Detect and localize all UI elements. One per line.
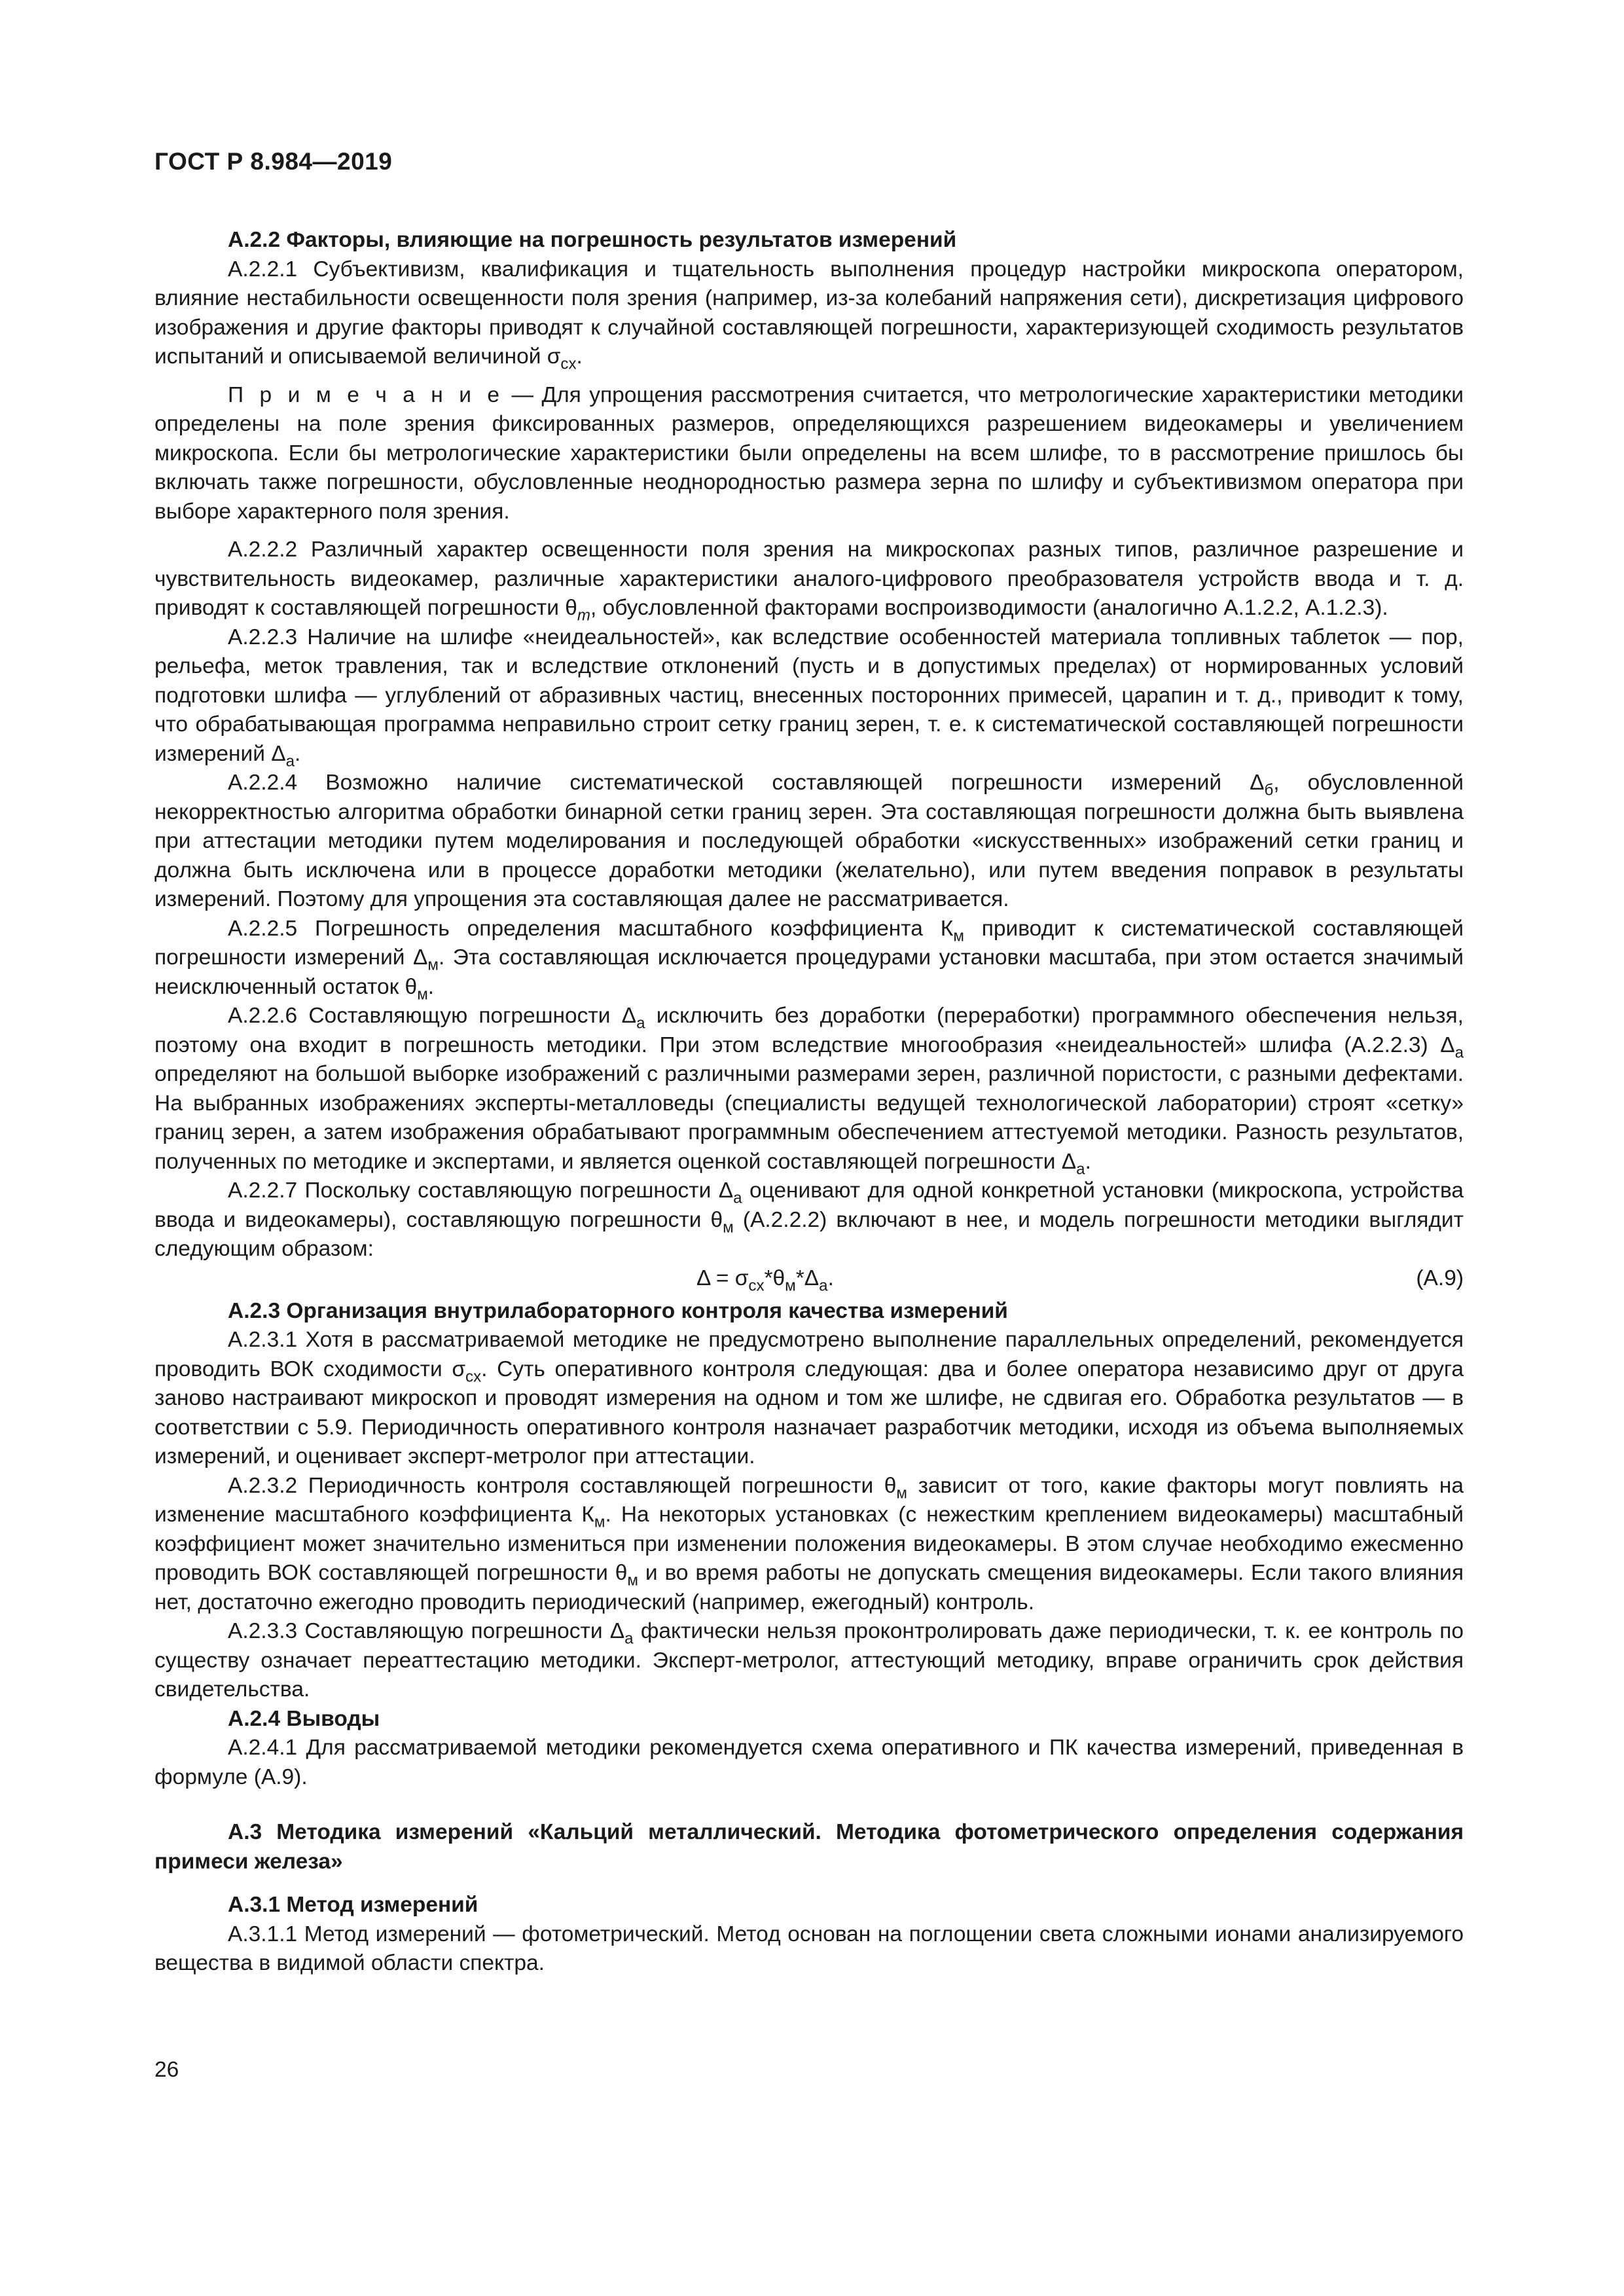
page-number: 26 xyxy=(154,2058,179,2082)
paragraph-a2224: А.2.2.4 Возможно наличие систематической составляющей погрешности измерений $\Delta_б$, обусловленной некорректностью алгоритма обработки бинарной сетки границ зерен. Эта составляющая погрешности должна быть выявлена при аттестации методики путем моделирования и последующей обработки «искусственных» изображений сетки границ и должна быть исключена или в процессе доработки методики (желательно), или путем введения поправок в результаты измерений. Поэтому для упрощения эта составляющая далее не рассматривается. xyxy=(154,771,1464,911)
document-body xyxy=(154,226,1464,1978)
paragraph-a2227: А.2.2.7 Поскольку составляющую погрешности $\Delta_а$ оценивают для одной конкретной установки (микроскопа, устройства ввода и видеокамеры), составляющую погрешности $\theta_м$ (А.2.2.2) включают в нее, и модель погрешности методики выглядит следующим образом: xyxy=(154,1178,1464,1261)
note-paragraph: П р и м е ч а н и е — Для упрощения рассмотрения считается, что метрологические характеристики методики определены на поле зрения фиксированных размеров, определяющихся разрешением видеокамеры и увеличением микроскопа. Если бы метрологические характеристики были определены на всем шлифе, то в рассмотрение пришлось бы включать также погрешности, обусловленные неоднородностью размера зерна по шлифу и субъективизмом оператора при выборе характерного поля зрения. xyxy=(154,382,1464,524)
paragraph-a2222: А.2.2.2 Различный характер освещенности поля зрения на микроскопах разных типов, различное разрешение и чувствительность видеокамер, различные характеристики аналого-цифрового преобразователя устройств ввода и т. д. приводят к составляющей погрешности $\theta_m$, обусловленной факторами воспроизводимости (аналогично А.1.2.2, А.1.2.3). xyxy=(154,538,1464,625)
paragraph-a2223: А.2.2.3 Наличие на шлифе «неидеальностей», как вследствие особенностей материала топливных таблеток — пор, рельефа, меток травления, так и вследствие отклонений (пусть и в допустимых пределах) от нормированных условий подготовки шлифа — углублений от абразивных частиц, внесенных посторонних примесей, царапин и т. д., приводит к тому, что обрабатывающая программа неправильно строит сетку границ зерен, т. е. к систематической составляющей погрешности измерений $\Delta_а$. xyxy=(154,625,1464,770)
section-heading-a224: А.2.4 Выводы xyxy=(228,1706,380,1731)
paragraph-a2225: А.2.2.5 Погрешность определения масштабного коэффициента $К_м$ приводит к систематической составляющей погрешности измерений $\Delta_м$. Эта составляющая исключается процедурами установки масштаба, при этом остается значимый неисключенный остаток $\theta_м$. xyxy=(154,916,1464,1003)
section-heading-a31: А.3.1 Метод измерений xyxy=(228,1893,478,1917)
document-id-header: ГОСТ Р 8.984—2019 xyxy=(154,148,393,175)
note-label: П р и м е ч а н и е xyxy=(228,382,504,407)
paragraph-a2241: А.2.4.1 Для рассматриваемой методики рекомендуется схема оперативного и ПК качества измерений, приведенная в формуле (А.9). xyxy=(154,1736,1464,1789)
section-heading-a222: А.2.2 Факторы, влияющие на погрешность результатов измерений xyxy=(228,228,957,252)
paragraph-a2232: А.2.3.2 Периодичность контроля составляющей погрешности $\theta_м$ зависит от того, какие факторы могут повлиять на изменение масштабного коэффициента $К_м$. На некоторых установках (с нежестким креплением видеокамеры) масштабный коэффициент может значительно измениться при изменении положения видеокамеры. В этом случае необходимо ежесменно проводить ВОК составляющей погрешности $\theta_м$ и во время работы не допускать смещения видеокамеры. Если такого влияния нет, достаточно ежегодно проводить периодический (например, ежегодный) контроль. xyxy=(154,1473,1464,1614)
paragraph-a2233: А.2.3.3 Составляющую погрешности $\Delta_а$ фактически нельзя проконтролировать даже периодически, т. к. ее контроль по существу означает переаттестацию методики. Эксперт-метролог, аттестующий методику, вправе ограничить срок действия свидетельства. xyxy=(154,1619,1464,1702)
paragraph-a2231: А.2.3.1 Хотя в рассматриваемой методике не предусмотрено выполнение параллельных определений, рекомендуется проводить ВОК сходимости $\sigma_{сх}$. Суть оперативного контроля следующая: два и более оператора независимо друг от друга заново настраивают микроскоп и проводят измерения на одном и том же шлифе, не сдвигая его. Обработка результатов — в соответствии с 5.9. Периодичность оперативного контроля назначает разработчик методики, исходя из объема выполняемых измерений, и оценивает эксперт-метролог при аттестации. xyxy=(154,1328,1464,1468)
formula-expression: $\Delta = \sigma_{сх}*\theta_м*\Delta_а$. xyxy=(696,1266,834,1294)
formula-number: (А.9) xyxy=(1416,1266,1464,1290)
section-heading-a223: А.2.3 Организация внутрилабораторного контроля качества измерений xyxy=(228,1298,1008,1323)
paragraph-a311: А.3.1.1 Метод измерений — фотометрический. Метод основан на поглощении света сложными ионами анализируемого вещества в видимой области спектра. xyxy=(154,1922,1464,1975)
paragraph-a2221: А.2.2.1 Субъективизм, квалификация и тщательность выполнения процедур настройки микроскопа оператором, влияние нестабильности освещенности поля зрения (например, из-за колебаний напряжения сети), дискретизация цифрового изображения и другие факторы приводят к случайной составляющей погрешности, характеризующей сходимость результатов испытаний и описываемой величиной $\sigma_{сх}$. xyxy=(154,257,1464,373)
formula-a9 xyxy=(154,1264,1464,1297)
section-heading-a3: А.3 Методика измерений «Кальций металлический. Методика фотометрического определения содержания примеси железа» xyxy=(154,1820,1464,1874)
paragraph-a2226: А.2.2.6 Составляющую погрешности $\Delta_а$ исключить без доработки (переработки) программного обеспечения нельзя, поэтому она входит в погрешность методики. При этом вследствие многообразия «неидеальностей» шлифа (А.2.2.3) $\Delta_а$ определяют на большой выборке изображений с различными размерами зерен, различной пористости, с разными дефектами. На выбранных изображениях эксперты-металловеды (специалисты ведущей технологической лаборатории) строят «сетку» границ зерен, а затем изображения обрабатывают программным обеспечением аттестуемой методики. Разность результатов, полученных по методике и экспертами, и является оценкой составляющей погрешности $\Delta_а$. xyxy=(154,1004,1464,1178)
